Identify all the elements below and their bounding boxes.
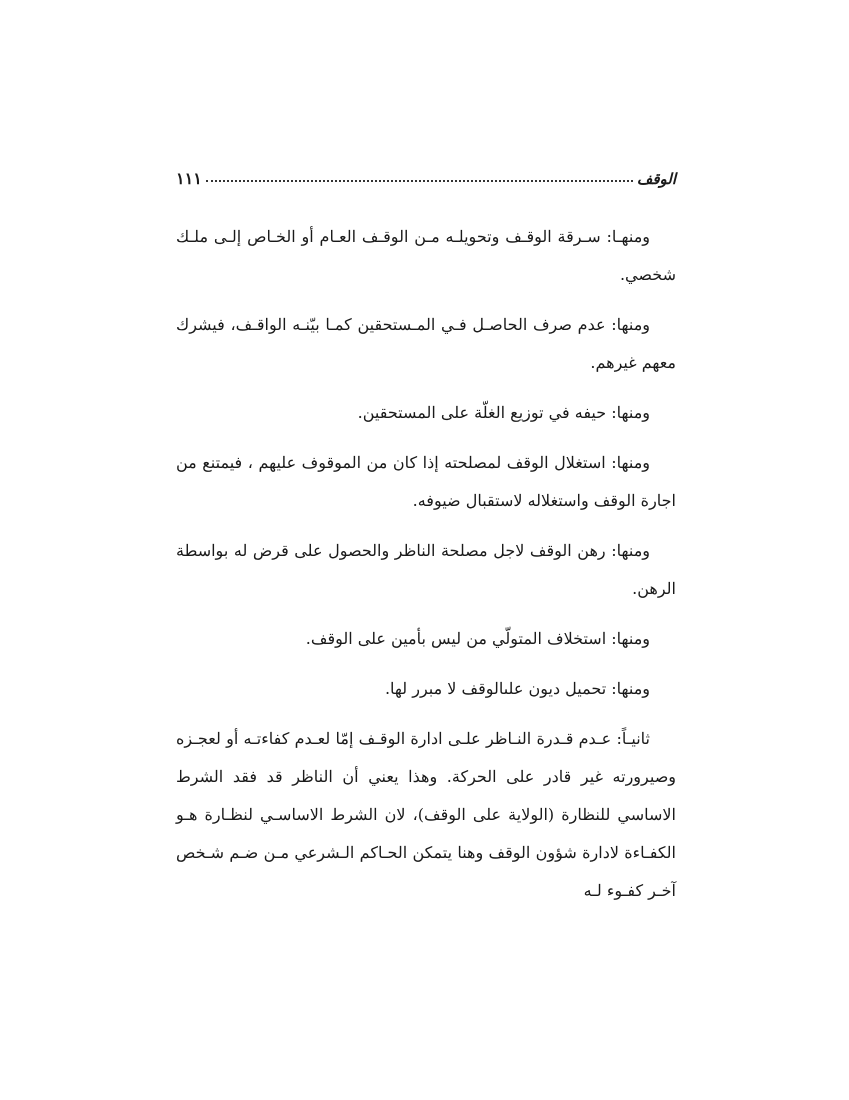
page-number: ١١١ bbox=[176, 169, 202, 188]
page-header bbox=[176, 158, 676, 188]
paragraph-untrustworthy-successor: ومنها: استخلاف المتولّي من ليس بأمين على الوقف. bbox=[305, 629, 650, 648]
paragraph-theft: ومنهـا: سـرقة الوقـف وتحويلـه مـن الوقـف العـام أو الخـاص إلـى ملـك شخصي. bbox=[176, 227, 676, 284]
paragraph-unfair-distribution: ومنها: حيفه في توزيع الغلّة على المستحقين. bbox=[357, 403, 650, 422]
header-dot-leader bbox=[206, 180, 633, 182]
running-title: الوقف bbox=[636, 170, 676, 188]
paragraph-debts: ومنها: تحميل ديون علىالوقف لا مبرر لها. bbox=[384, 679, 650, 698]
page-body bbox=[176, 218, 676, 922]
paragraph-second-reason: ثانيـاً: عـدم قـدرة النـاظر علـى ادارة الوقـف إمّا لعـدم كفاءتـه أو لعجـزه وصيرورته غير قادر على الحركة. وهذا يعني أن الناظر قد فقد الشرط الاساسي للنظارة (الولاية على الوقف)، لان الشرط الاساسـي لنظـارة هـو الكفـاءة لادارة شؤون الوقف وهنا يتمكن الحـاكم الـشرعي مـن ضـم شـخص آخـر كفـوء لـه bbox=[176, 729, 677, 900]
paragraph-non-distribution: ومنها: عدم صرف الحاصـل فـي المـستحقين كمـا بيّنـه الواقـف، فيشرك معهم غيرهم. bbox=[176, 315, 676, 372]
paragraph-mortgage: ومنها: رهن الوقف لاجل مصلحة الناظر والحصول على قرض له بواسطة الرهن. bbox=[176, 541, 676, 598]
paragraph-self-exploitation: ومنها: استغلال الوقف لمصلحته إذا كان من الموقوف عليهم ، فيمتنع من اجارة الوقف واستغلاله لاستقبال ضيوفه. bbox=[176, 453, 676, 510]
